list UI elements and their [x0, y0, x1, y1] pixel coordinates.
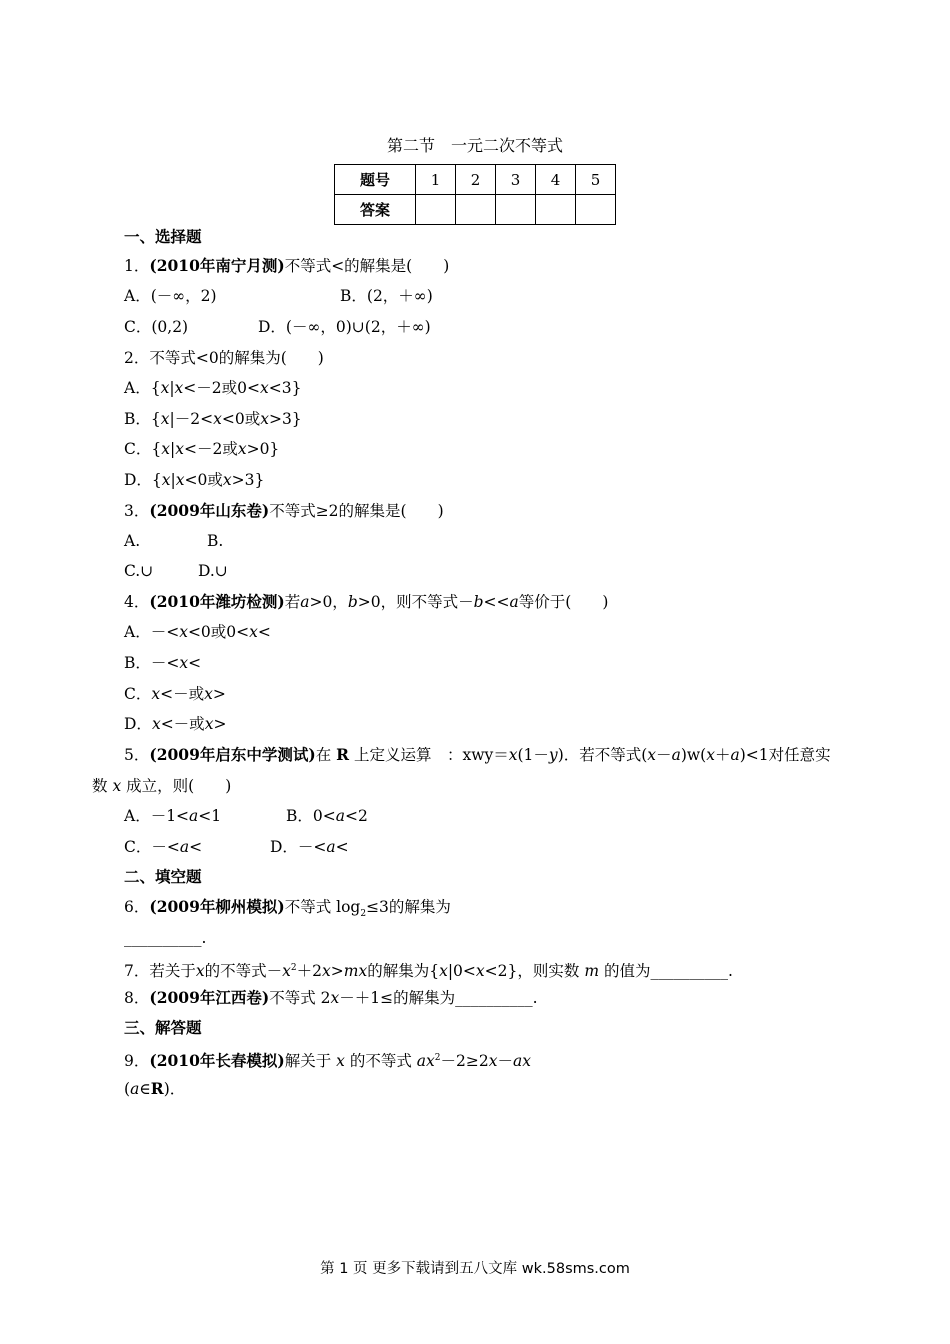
section-heading-choice: 一、选择题: [124, 227, 202, 246]
answer-cell: [456, 195, 496, 225]
question-9-line-2: (a∈R)．: [124, 1079, 186, 1098]
answer-cell: [536, 195, 576, 225]
number-cell: 2: [456, 165, 496, 195]
q3-option-a: A.: [124, 532, 141, 550]
q2-option-b: B．{x|－2<x<0或x>3}: [124, 410, 302, 428]
q4-option-d: D．x<－或x>: [124, 715, 227, 733]
q3-option-c: C.∪: [124, 562, 154, 580]
q5-option-b: B．0<a<2: [286, 807, 368, 825]
section-heading-fill-in: 二、填空题: [124, 867, 202, 886]
question-3: 3．(2009年山东卷)不等式≥2的解集是( ): [124, 501, 444, 520]
table-row: [335, 165, 616, 195]
q5-option-c: C．－<a<: [124, 838, 203, 856]
q4-option-b: B．－<x<: [124, 654, 202, 672]
number-cell: 5: [576, 165, 616, 195]
q8-answer-blank[interactable]: __________.: [455, 989, 538, 1007]
question-9: 9．(2010年长春模拟)解关于 x 的不等式 $ax^2-2\ge 2x-ax$: [124, 1051, 531, 1071]
answer-cell: [496, 195, 536, 225]
q2-option-a: A．{x|x<－2或0<x<3}: [124, 379, 302, 397]
table-row: [335, 195, 616, 225]
number-cell: 4: [536, 165, 576, 195]
row-label-question-number: 题号: [335, 165, 416, 195]
q5-option-d: D．－<a<: [270, 838, 349, 856]
question-6: 6．(2009年柳州模拟)不等式 $\log_2\le 3$的解集为: [124, 897, 451, 920]
q3-option-d: D.∪: [198, 562, 228, 580]
q5-option-a: A．－1<a<1: [124, 807, 222, 825]
q4-option-c: C．x<－或x>: [124, 685, 226, 703]
q1-option-c: C．(0,2): [124, 318, 189, 336]
question-1: 1．(2010年南宁月测)不等式<的解集是( ): [124, 256, 450, 275]
answer-cell: [576, 195, 616, 225]
row-label-answer: 答案: [335, 195, 416, 225]
section-heading-solution: 三、解答题: [124, 1018, 202, 1037]
answer-table: [334, 164, 616, 225]
page-footer: 第 1 页 更多下载请到五八文库 wk.58sms.com: [320, 1261, 630, 1277]
question-4: 4．(2010年潍坊检测)若a>0，b>0，则不等式－b<<a等价于( ): [124, 592, 609, 611]
number-cell: 3: [496, 165, 536, 195]
q2-option-d: D．{x|x<0或x>3}: [124, 471, 265, 489]
question-2: 2．不等式<0的解集为( ): [124, 349, 324, 367]
question-7: 7．若关于x的不等式$-x^2+2x>mx$的解集为{x|0<x<2}，则实数 m 的值为__________.: [124, 962, 733, 981]
q2-option-c: C．{x|x<－2或x>0}: [124, 440, 280, 458]
question-8: 8．(2009年江西卷)不等式 2x－＋1≤的解集为__________.: [124, 988, 538, 1007]
answer-cell: [416, 195, 456, 225]
q1-option-b: B．(2，＋∞): [340, 287, 433, 305]
question-5-line-2: 数 x 成立，则( ): [92, 777, 232, 795]
q6-answer-blank[interactable]: __________.: [124, 929, 207, 947]
page-title: 第二节 一元二次不等式: [386, 136, 563, 155]
q1-option-a: A．(－∞，2): [124, 287, 217, 305]
q3-option-b: B.: [207, 532, 224, 550]
question-5-line-1: 5．(2009年启东中学测试)在 R 上定义运算 ：xwy＝x(1－y)．若不等式(x－a)w(x＋a)<1对任意实: [124, 745, 831, 764]
q7-answer-blank[interactable]: __________.: [650, 962, 733, 981]
number-cell: 1: [416, 165, 456, 195]
q1-option-d: D．(－∞，0)∪(2，＋∞): [258, 318, 431, 336]
q4-option-a: A．－<x<0或0<x<: [124, 623, 271, 641]
